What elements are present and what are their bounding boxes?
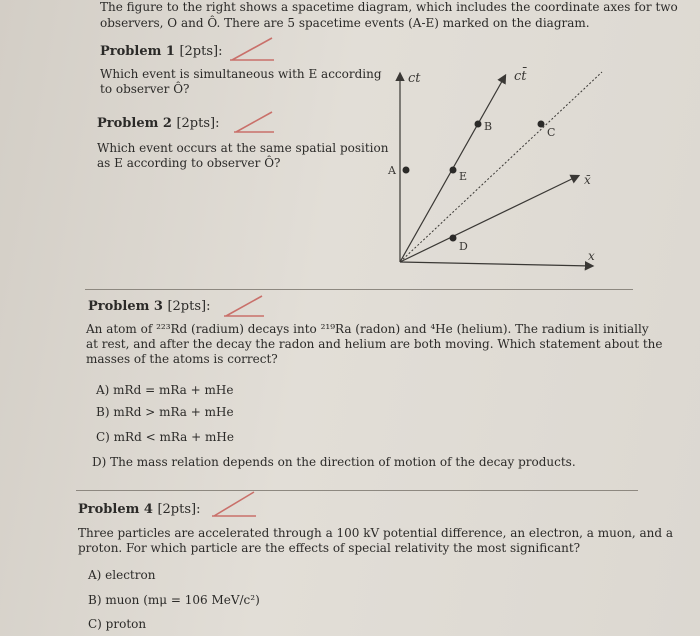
event-b-label: B (484, 120, 493, 133)
event-b-dot (475, 121, 482, 128)
problem-1-title: Problem 1 (100, 44, 175, 59)
grading-check-mark-1 (228, 36, 278, 66)
x-axis (400, 262, 592, 266)
problem-4-option-a[interactable]: A) electron (88, 568, 156, 582)
section-divider-1 (85, 289, 633, 290)
grading-check-mark-4 (210, 488, 260, 520)
grading-check-mark-2 (232, 110, 277, 138)
problem-3-title: Problem 3 (88, 299, 163, 314)
problem-1-line-1: Which event is simultaneous with E according (100, 67, 382, 81)
problem-3-option-a[interactable]: A) mRd = mRa + mHe (96, 383, 234, 397)
x-axis-label: x (588, 249, 595, 263)
event-a-label: A (388, 164, 396, 177)
problem-3-line-3: masses of the atoms is correct? (86, 352, 278, 366)
event-d-label: D (459, 240, 468, 253)
problem-3-line-2: at rest, and after the decay the radon and helium are both moving. Which statement about the (86, 337, 663, 351)
problem-4-option-c[interactable]: C) proton (88, 617, 147, 631)
event-e-label: E (459, 170, 468, 183)
problem-4-points: [2pts]: (157, 502, 201, 517)
problem-2-points: [2pts]: (176, 116, 220, 131)
intro-line-2: observers, O and Ô. There are 5 spacetime events (A-E) marked on the diagram. (100, 16, 590, 30)
event-c-label: C (547, 126, 556, 139)
x-hat-axis (400, 176, 578, 262)
problem-4-option-b[interactable]: B) muon (mμ = 106 MeV/c²) (88, 593, 260, 607)
problem-2-title: Problem 2 (97, 116, 172, 131)
problem-4-line-2: proton. For which particle are the effects of special relativity the most significant? (78, 541, 581, 555)
ct-hat-axis-label: ct̄ (514, 69, 527, 84)
problem-3-line-1: An atom of ²²³Rd (radium) decays into ²¹⁹Ra (radon) and ⁴He (helium). The radium is initially (86, 322, 649, 336)
light-line (400, 72, 602, 262)
problem-4-title: Problem 4 (78, 502, 153, 517)
problem-3-option-b[interactable]: B) mRd > mRa + mHe (96, 405, 234, 419)
problem-2-line-2: as E according to observer Ô? (97, 156, 281, 170)
problem-2-line-1: Which event occurs at the same spatial position (97, 141, 389, 155)
x-hat-axis-label: x̄ (584, 173, 591, 187)
intro-line-1: The figure to the right shows a spacetime diagram, which includes the coordinate axes for two (100, 0, 678, 14)
problem-1-line-2: to observer Ô? (100, 82, 190, 96)
problem-3-heading (88, 299, 210, 314)
problem-3-points: [2pts]: (167, 299, 211, 314)
problem-1-points: [2pts]: (179, 44, 223, 59)
event-e-dot (450, 167, 457, 174)
problem-4-heading (78, 502, 200, 517)
event-a-dot (403, 167, 410, 174)
event-c-dot (538, 121, 545, 128)
spacetime-diagram (380, 62, 640, 272)
grading-check-mark-3 (222, 294, 267, 320)
problem-3-option-d[interactable]: D) The mass relation depends on the direction of motion of the decay products. (92, 455, 576, 469)
ct-axis-label: ct (408, 71, 421, 86)
section-divider-2 (76, 490, 638, 491)
event-d-dot (450, 235, 457, 242)
problem-2-heading (97, 116, 219, 131)
problem-3-option-c[interactable]: C) mRd < mRa + mHe (96, 430, 234, 444)
problem-4-line-1: Three particles are accelerated through a 100 kV potential difference, an electron, a muon, and a (78, 526, 673, 540)
problem-1-heading (100, 44, 222, 59)
